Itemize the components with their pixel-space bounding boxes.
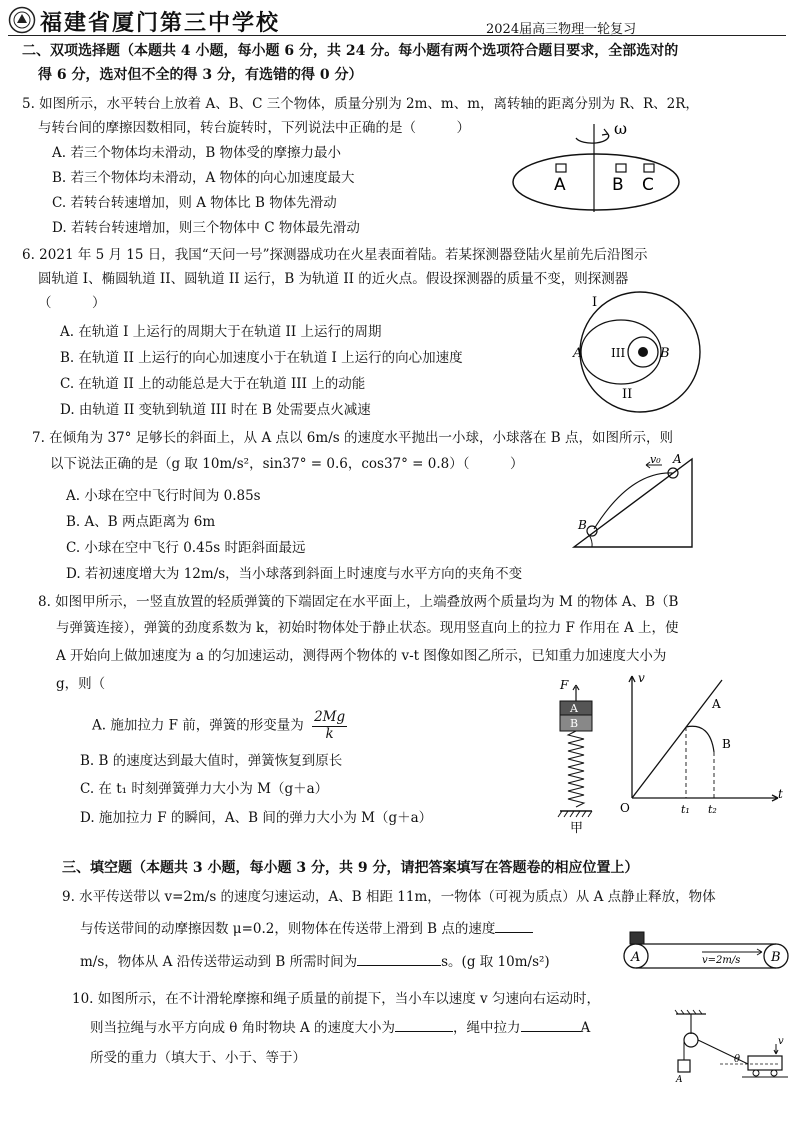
axis-v-label: v bbox=[638, 671, 645, 685]
velocity-label: v bbox=[778, 1036, 784, 1047]
q9-conveyor-figure bbox=[622, 924, 792, 974]
q10-stem: 10. 如图所示，在不计滑轮摩擦和绳子质量的前提下，当小车以速度 v 匀速向右运动时， bbox=[72, 991, 600, 1007]
belt-speed-label: v=2m/s bbox=[702, 955, 741, 966]
q5-option-c: C. 若转台转速增加，则 A 物体比 B 物体先滑动 bbox=[52, 195, 337, 211]
point-a-label: A bbox=[573, 346, 583, 361]
q9-stem-text-2a: m/s，物体从 A 沿传送带运动到 B 所需时间为 bbox=[80, 954, 358, 970]
q6-orbit-figure bbox=[570, 290, 710, 420]
q5-stem-cont: 与转台间的摩擦因数相同，转台旋转时，下列说法中正确的是（ ） bbox=[38, 120, 470, 136]
q9-stem-text-2b: s。(g 取 10m/s²) bbox=[441, 954, 550, 970]
q8-stem-cont-3: g，则（ bbox=[56, 676, 106, 692]
axis-t-label: t bbox=[778, 787, 783, 801]
theta-label: θ bbox=[734, 1054, 741, 1065]
q6-option-a: A. 在轨道 I 上运行的周期大于在轨道 II 上运行的周期 bbox=[60, 324, 382, 340]
section2-title: 二、双项选择题（本题共 4 小题，每小题 6 分，共 24 分。每小题有两个选项符合题目要求，全部选对的 bbox=[22, 43, 679, 59]
q5-option-a: A. 若三个物体均未滑动，B 物体受的摩擦力最小 bbox=[52, 145, 342, 161]
q5-option-d: D. 若转台转速增加，则三个物体中 C 物体最先滑动 bbox=[52, 220, 360, 236]
orbit-label-ii: II bbox=[622, 387, 633, 402]
school-logo bbox=[8, 6, 36, 34]
q6-option-d: D. 由轨道 II 变轨到轨道 III 时在 B 处需要点火减速 bbox=[60, 402, 371, 418]
q6-option-c: C. 在轨道 II 上的动能总是大于在轨道 III 上的动能 bbox=[60, 376, 366, 392]
q6-stem-paren: （ ） bbox=[38, 295, 106, 311]
point-a-label: A bbox=[673, 452, 682, 466]
q5-turntable-figure bbox=[510, 120, 690, 216]
block-a-label: A bbox=[570, 702, 578, 715]
q7-option-a: A. 小球在空中飞行时间为 0.85s bbox=[66, 488, 261, 504]
q9-stem: 9. 水平传送带以 v=2m/s 的速度匀速运动，A、B 相距 11m，一物体（可视为质点）从 A 点静止释放，物体 bbox=[62, 889, 716, 905]
fig-label-c: C bbox=[642, 175, 654, 195]
q7-stem-cont: 以下说法正确的是（g 取 10m/s²，sin37° = 0.6，cos37° = 0.8）（ ） bbox=[50, 456, 524, 472]
q6-stem: 6. 2021 年 5 月 15 日，我国“天问一号”探测器成功在火星表面着陆。若某探测器登陆火星前先后沿图示 bbox=[22, 247, 648, 263]
course-title: 2024届高三物理一轮复习 bbox=[486, 22, 637, 37]
q6-option-b: B. 在轨道 II 上运行的向心加速度小于在轨道 I 上运行的向心加速度 bbox=[60, 350, 463, 366]
q10-blank-speed[interactable] bbox=[395, 1031, 453, 1032]
school-name: 福建省厦门第三中学校 bbox=[40, 10, 281, 36]
q8-stem: 8. 如图甲所示，一竖直放置的轻质弹簧的下端固定在水平面上，上端叠放两个质量均为 M 的物体 A、B（B bbox=[38, 594, 679, 610]
orbit-label-i: I bbox=[592, 295, 598, 310]
q7-option-d: D. 若初速度增大为 12m/s，当小球落到斜面上时速度与水平方向的夹角不变 bbox=[66, 566, 523, 582]
fig-label-a: A bbox=[554, 175, 566, 195]
header-divider bbox=[8, 35, 786, 36]
q7-option-b: B. A、B 两点距离为 6m bbox=[66, 514, 216, 530]
curve-b-label: B bbox=[722, 737, 731, 751]
point-a-label: A bbox=[631, 950, 641, 965]
q9-stem-text: 与传送带间的动摩擦因数 μ=0.2，则物体在传送带上滑到 B 点的速度 bbox=[80, 921, 496, 937]
q10-stem-text-b: ，绳中拉力 bbox=[453, 1020, 521, 1036]
q8-option-a bbox=[92, 710, 347, 742]
q7-incline-figure bbox=[570, 452, 700, 555]
q8-option-a-text: A. 施加拉力 F 前，弹簧的形变量为 bbox=[92, 717, 304, 734]
force-f-label: F bbox=[560, 678, 569, 692]
q10-stem-text-c: A bbox=[580, 1020, 591, 1036]
fraction-denominator: k bbox=[325, 725, 334, 742]
orbit-label-iii: III bbox=[611, 346, 626, 360]
q8-option-d: D. 施加拉力 F 的瞬间，A、B 间的弹力大小为 M（g＋a） bbox=[80, 810, 433, 826]
q10-pulley-figure bbox=[672, 1010, 788, 1084]
figure-jia-label: 甲 bbox=[570, 821, 584, 836]
q9-blank-speed[interactable] bbox=[495, 932, 533, 933]
origin-label: O bbox=[620, 801, 630, 815]
point-b-label: B bbox=[660, 346, 670, 361]
omega-label: ω bbox=[614, 119, 628, 138]
q10-stem-cont-2: 所受的重力（填大于、小于、等于） bbox=[90, 1050, 306, 1066]
q7-option-c: C. 小球在空中飞行 0.45s 时距斜面最远 bbox=[66, 540, 306, 556]
q5-option-b: B. 若三个物体均未滑动，A 物体的向心加速度最大 bbox=[52, 170, 355, 186]
q10-blank-compare[interactable] bbox=[521, 1031, 581, 1032]
q10-stem-cont bbox=[90, 1016, 590, 1036]
t2-label: t₂ bbox=[708, 803, 717, 816]
block-b-label: B bbox=[570, 717, 579, 730]
q8-stem-cont-2: A 开始向上做加速度为 a 的匀加速运动，测得两个物体的 v-t 图像如图乙所示，已知重力加速度大小为 bbox=[56, 648, 667, 664]
q5-stem: 5. 如图所示，水平转台上放着 A、B、C 三个物体，质量分别为 2m、m、m，离转轴的距离分别为 R、R、2R， bbox=[22, 96, 699, 112]
q8-spring-figure bbox=[548, 675, 608, 835]
q8-stem-cont-1: 与弹簧连接），弹簧的劲度系数为 k，初始时物体处于静止状态。现用竖直向上的拉力 F 作用在 A 上，使 bbox=[56, 620, 679, 636]
section2-title-cont: 得 6 分，选对但不全的得 3 分，有选错的得 0 分） bbox=[38, 67, 363, 83]
block-a-label: A bbox=[676, 1075, 683, 1085]
q8-vt-graph bbox=[618, 670, 788, 820]
q8-option-b: B. B 的速度达到最大值时，弹簧恢复到原长 bbox=[80, 753, 343, 769]
q7-stem: 7. 在倾角为 37° 足够长的斜面上，从 A 点以 6m/s 的速度水平抛出一小球，小球落在 B 点，如图所示，则 bbox=[32, 430, 673, 446]
q9-stem-cont bbox=[80, 917, 533, 937]
q10-stem-text-a: 则当拉绳与水平方向成 θ 角时物块 A 的速度大小为 bbox=[90, 1020, 396, 1036]
section3-title: 三、填空题（本题共 3 小题，每小题 3 分，共 9 分，请把答案填写在答题卷的相应位置上） bbox=[62, 860, 639, 876]
q9-blank-time[interactable] bbox=[357, 965, 441, 966]
curve-a-label: A bbox=[712, 697, 721, 711]
q8-option-c: C. 在 t₁ 时刻弹簧弹力大小为 M（g＋a） bbox=[80, 781, 329, 797]
point-b-label: B bbox=[578, 518, 587, 532]
q6-stem-cont: 圆轨道 I、椭圆轨道 II、圆轨道 II 运行，B 为轨道 II 的近火点。假设探测器的质量不变，则探测器 bbox=[38, 271, 629, 287]
v0-label: v₀ bbox=[650, 453, 661, 466]
point-b-label: B bbox=[771, 950, 781, 965]
fraction-numerator: 2Mg bbox=[314, 709, 346, 725]
q9-stem-cont-2 bbox=[80, 950, 550, 970]
t1-label: t₁ bbox=[681, 803, 690, 816]
fig-label-b: B bbox=[612, 175, 624, 195]
